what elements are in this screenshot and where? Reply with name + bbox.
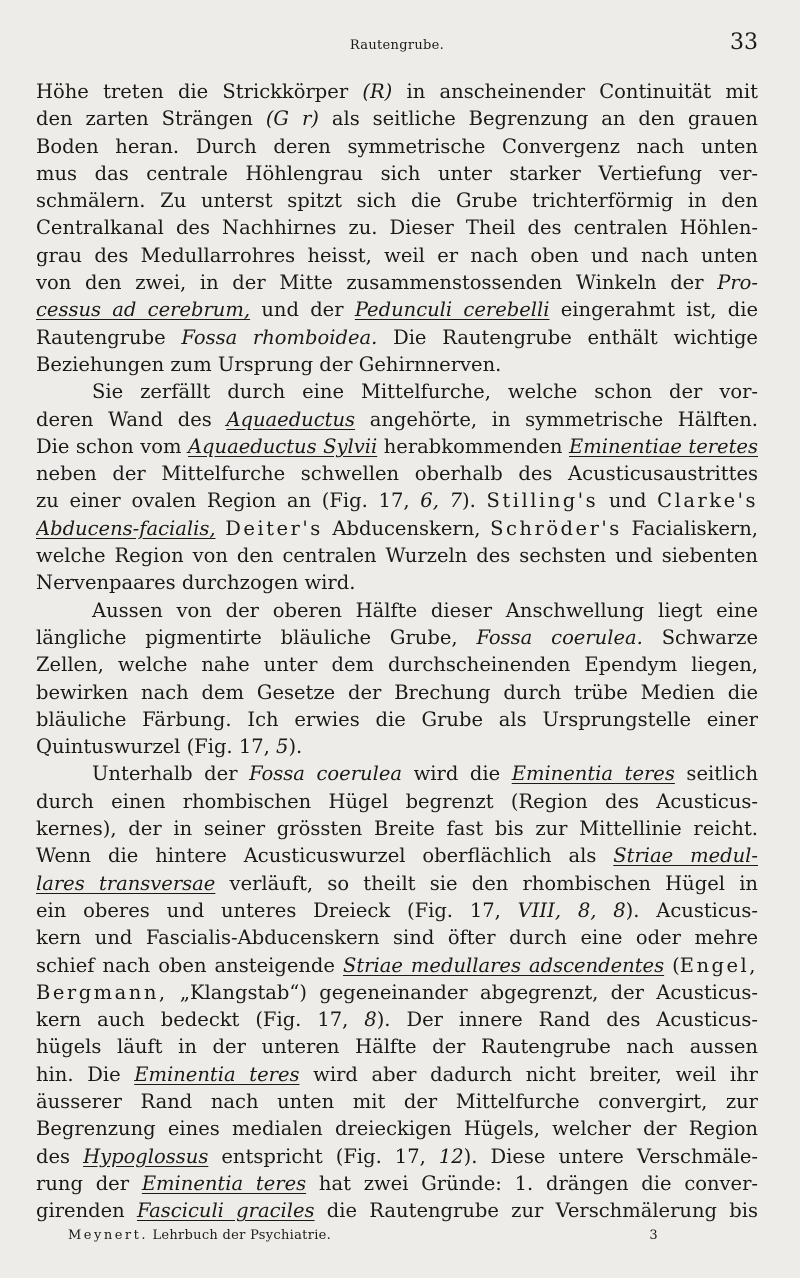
text-run: Nervenpaares durchzogen wird. bbox=[36, 571, 356, 595]
body-text bbox=[36, 78, 758, 1224]
text-line bbox=[36, 269, 758, 296]
text-run: äusserer Rand nach unten mit der Mittelfurche convergirt, zur bbox=[36, 1089, 758, 1113]
italic-term: 5 bbox=[276, 735, 289, 759]
text-line bbox=[36, 214, 758, 241]
text-run: Beziehungen zum Ursprung der Gehirnnerven. bbox=[36, 352, 502, 376]
footer-book-title: Lehrbuch der Psychiatrie. bbox=[152, 1228, 332, 1243]
text-run: und der bbox=[250, 298, 355, 322]
text-run: kern auch bedeckt (Fig. 17, bbox=[36, 1008, 365, 1032]
spaced-name: Stilling's bbox=[486, 489, 599, 513]
italic-term: Fossa coerulea bbox=[249, 762, 402, 786]
text-line bbox=[36, 952, 758, 979]
text-run: Schwarze bbox=[642, 625, 758, 649]
text-run: zu einer ovalen Region an (Fig. 17, bbox=[36, 489, 421, 513]
text-run: Sie zerfällt durch eine Mittelfurche, welche schon der vor- bbox=[92, 380, 758, 404]
text-line bbox=[36, 515, 758, 542]
text-run: Quintuswurzel (Fig. 17, bbox=[36, 735, 277, 759]
text-run: seitlich bbox=[674, 762, 758, 786]
spaced-name: Engel, bbox=[679, 953, 758, 977]
text-run: Begrenzung eines medialen dreieckigen Hügels, welcher der Region bbox=[36, 1117, 758, 1141]
text-run: als seitliche Begrenzung an den grauen bbox=[318, 107, 758, 131]
spaced-name: Clarke's bbox=[657, 489, 758, 513]
text-run: bläuliche Färbung. Ich erwies die Grube als Ursprungstelle einer bbox=[36, 707, 758, 731]
text-run: Abducenskern, bbox=[322, 516, 491, 540]
text-run: Die schon vom bbox=[36, 434, 188, 458]
text-line bbox=[36, 679, 758, 706]
text-run: ein oberes und unteres Dreieck (Fig. 17, bbox=[36, 898, 518, 922]
text-line bbox=[36, 788, 758, 815]
text-line bbox=[36, 160, 758, 187]
text-run: Höhe treten die Strickkörper bbox=[36, 80, 363, 103]
italic-term: Fossa rhomboidea. bbox=[181, 325, 378, 349]
text-run: hin. Die bbox=[36, 1062, 135, 1086]
text-run: und bbox=[598, 489, 658, 513]
text-line bbox=[36, 651, 758, 678]
text-line bbox=[36, 1143, 758, 1170]
italic-term: lares transversae bbox=[36, 871, 216, 895]
text-line bbox=[36, 1006, 758, 1033]
text-run: von den zwei, in der Mitte zusammenstossenden Winkeln der bbox=[36, 271, 718, 295]
text-run: entspricht (Fig. 17, bbox=[208, 1144, 439, 1168]
text-run: neben der Mittelfurche schwellen oberhalb des Acusticusaustrittes bbox=[36, 462, 758, 486]
text-run: ). bbox=[288, 735, 303, 759]
text-line bbox=[36, 1061, 758, 1088]
text-run: Zellen, welche nahe unter dem durchscheinenden Ependym liegen, bbox=[36, 653, 758, 677]
text-line bbox=[36, 1033, 758, 1060]
text-line bbox=[36, 460, 758, 487]
text-line bbox=[36, 433, 758, 460]
text-line bbox=[36, 406, 758, 433]
text-run: Facialiskern, bbox=[621, 516, 758, 540]
text-run: welche Region von den centralen Wurzeln des sechsten und siebenten bbox=[36, 544, 758, 568]
text-run: wird die bbox=[402, 762, 512, 786]
text-run: eingerahmt ist, die bbox=[549, 298, 758, 322]
text-line bbox=[36, 815, 758, 842]
text-line bbox=[36, 597, 758, 624]
text-run: ). Acusticus- bbox=[625, 898, 758, 922]
text-run: Rautengrube bbox=[36, 325, 182, 349]
text-run: durch einen rhombischen Hügel begrenzt (Region des Acusticus- bbox=[36, 789, 758, 813]
printer-signature: 3 bbox=[649, 1228, 658, 1243]
text-line bbox=[36, 1115, 758, 1142]
text-line bbox=[36, 1197, 758, 1224]
italic-term: Eminentia teres bbox=[141, 1171, 307, 1195]
page-number: 33 bbox=[730, 30, 758, 55]
spaced-name: Schröder's bbox=[490, 516, 622, 540]
text-line bbox=[36, 378, 758, 405]
italic-term: Fossa coerulea. bbox=[476, 625, 643, 649]
italic-term: Eminentiae teretes bbox=[569, 434, 758, 458]
text-run: „Klangstab“) gegeneinander abgegrenzt, der Acusticus- bbox=[167, 980, 758, 1004]
text-run: girenden bbox=[36, 1199, 137, 1223]
text-run: Boden heran. Durch deren symmetrische Convergenz nach unten bbox=[36, 134, 758, 158]
text-run: herabkommenden bbox=[377, 434, 569, 458]
italic-term: Striae medullares adscendentes bbox=[342, 953, 665, 977]
text-line bbox=[36, 897, 758, 924]
text-run: grau des Medullarrohres heisst, weil er nach oben und nach unten bbox=[36, 243, 758, 267]
italic-term: Aquaeductus Sylvii bbox=[187, 434, 378, 458]
text-run: schmälern. Zu unterst spitzt sich die Grube trichterförmig in den bbox=[36, 189, 758, 213]
spaced-name: Bergmann, bbox=[36, 980, 168, 1004]
text-run: kernes), der in seiner grössten Breite fast bis zur Mittellinie reicht. bbox=[36, 817, 758, 841]
text-line bbox=[36, 487, 758, 514]
text-run: ( bbox=[664, 953, 680, 977]
text-line bbox=[36, 733, 758, 760]
text-run: mus das centrale Höhlengrau sich unter starker Vertiefung ver- bbox=[36, 161, 758, 185]
text-run: angehörte, in symmetrische Hälften. bbox=[355, 407, 758, 431]
text-line bbox=[36, 870, 758, 897]
spaced-name: Deiter's bbox=[225, 516, 323, 540]
text-line bbox=[36, 842, 758, 869]
text-run: ). Diese untere Verschmäle- bbox=[463, 1144, 758, 1168]
italic-term: Hypoglossus bbox=[83, 1144, 209, 1168]
text-run: in anscheinender Continuität mit bbox=[392, 80, 758, 103]
text-line bbox=[36, 1170, 758, 1197]
text-line bbox=[36, 624, 758, 651]
text-run: den zarten Strängen bbox=[36, 107, 266, 131]
text-line bbox=[36, 569, 758, 596]
footer-note bbox=[68, 1228, 331, 1243]
text-line bbox=[36, 979, 758, 1006]
text-line bbox=[36, 924, 758, 951]
text-run: hügels läuft in der unteren Hälfte der Rautengrube nach aussen bbox=[36, 1035, 758, 1059]
italic-term: Abducens-facialis, bbox=[36, 516, 216, 540]
text-run: die Rautengrube zur Verschmälerung bis bbox=[314, 1199, 758, 1223]
italic-term: 8 bbox=[364, 1008, 377, 1032]
italic-term: (R) bbox=[362, 80, 393, 103]
text-line bbox=[36, 706, 758, 733]
text-line bbox=[36, 324, 758, 351]
text-run: Aussen von der oberen Hälfte dieser Anschwellung liegt eine bbox=[92, 598, 758, 622]
text-line bbox=[36, 1088, 758, 1115]
text-run: ). bbox=[462, 489, 487, 513]
italic-term: VIII, 8, 8 bbox=[517, 898, 626, 922]
text-run: hat zwei Gründe: 1. drängen die conver- bbox=[306, 1171, 758, 1195]
text-line bbox=[36, 187, 758, 214]
text-run: wird aber dadurch nicht breiter, weil ihr bbox=[299, 1062, 758, 1086]
text-run: kern und Fascialis-Abducenskern sind öfter durch eine oder mehre bbox=[36, 926, 758, 950]
text-run: Die Rautengrube enthält wichtige bbox=[377, 325, 758, 349]
italic-term: cessus ad cerebrum, bbox=[36, 298, 251, 322]
italic-term: Eminentia teres bbox=[511, 762, 675, 786]
text-run: Wenn die hintere Acusticuswurzel oberflächlich als bbox=[36, 844, 614, 868]
text-run: Unterhalb der bbox=[92, 762, 250, 786]
text-run: Centralkanal des Nachhirnes zu. Dieser Theil des centralen Höhlen- bbox=[36, 216, 758, 240]
italic-term: Pedunculi cerebelli bbox=[354, 298, 550, 322]
text-run bbox=[216, 517, 226, 540]
italic-term: Fasciculi graciles bbox=[136, 1199, 315, 1223]
footer-author: Meynert. bbox=[68, 1228, 148, 1243]
text-run: längliche pigmentirte bläuliche Grube, bbox=[36, 625, 477, 649]
text-line bbox=[36, 542, 758, 569]
text-line bbox=[36, 760, 758, 787]
text-run: schief nach oben ansteigende bbox=[36, 953, 343, 977]
text-run: des bbox=[36, 1144, 84, 1168]
text-line bbox=[36, 133, 758, 160]
text-line bbox=[36, 296, 758, 323]
italic-term: (G r) bbox=[265, 107, 319, 131]
running-head: Rautengrube. bbox=[349, 38, 445, 53]
italic-term: Aquaeductus bbox=[226, 407, 356, 431]
italic-term: Eminentia teres bbox=[134, 1062, 300, 1086]
text-run: rung der bbox=[36, 1171, 142, 1195]
text-run: deren Wand des bbox=[36, 407, 227, 431]
text-run: ). Der innere Rand des Acusticus- bbox=[376, 1008, 758, 1032]
text-line bbox=[36, 105, 758, 132]
text-line bbox=[36, 78, 758, 105]
text-line bbox=[36, 351, 758, 378]
text-run: verläuft, so theilt sie den rhombischen Hügel in bbox=[215, 871, 758, 895]
italic-term: Striae medul- bbox=[613, 844, 758, 868]
text-line bbox=[36, 242, 758, 269]
italic-term: Pro- bbox=[717, 271, 758, 295]
italic-term: 12 bbox=[438, 1144, 464, 1168]
page-header bbox=[36, 30, 758, 60]
italic-term: 6, 7 bbox=[420, 489, 463, 513]
text-run: bewirken nach dem Gesetze der Brechung durch trübe Medien die bbox=[36, 680, 758, 704]
